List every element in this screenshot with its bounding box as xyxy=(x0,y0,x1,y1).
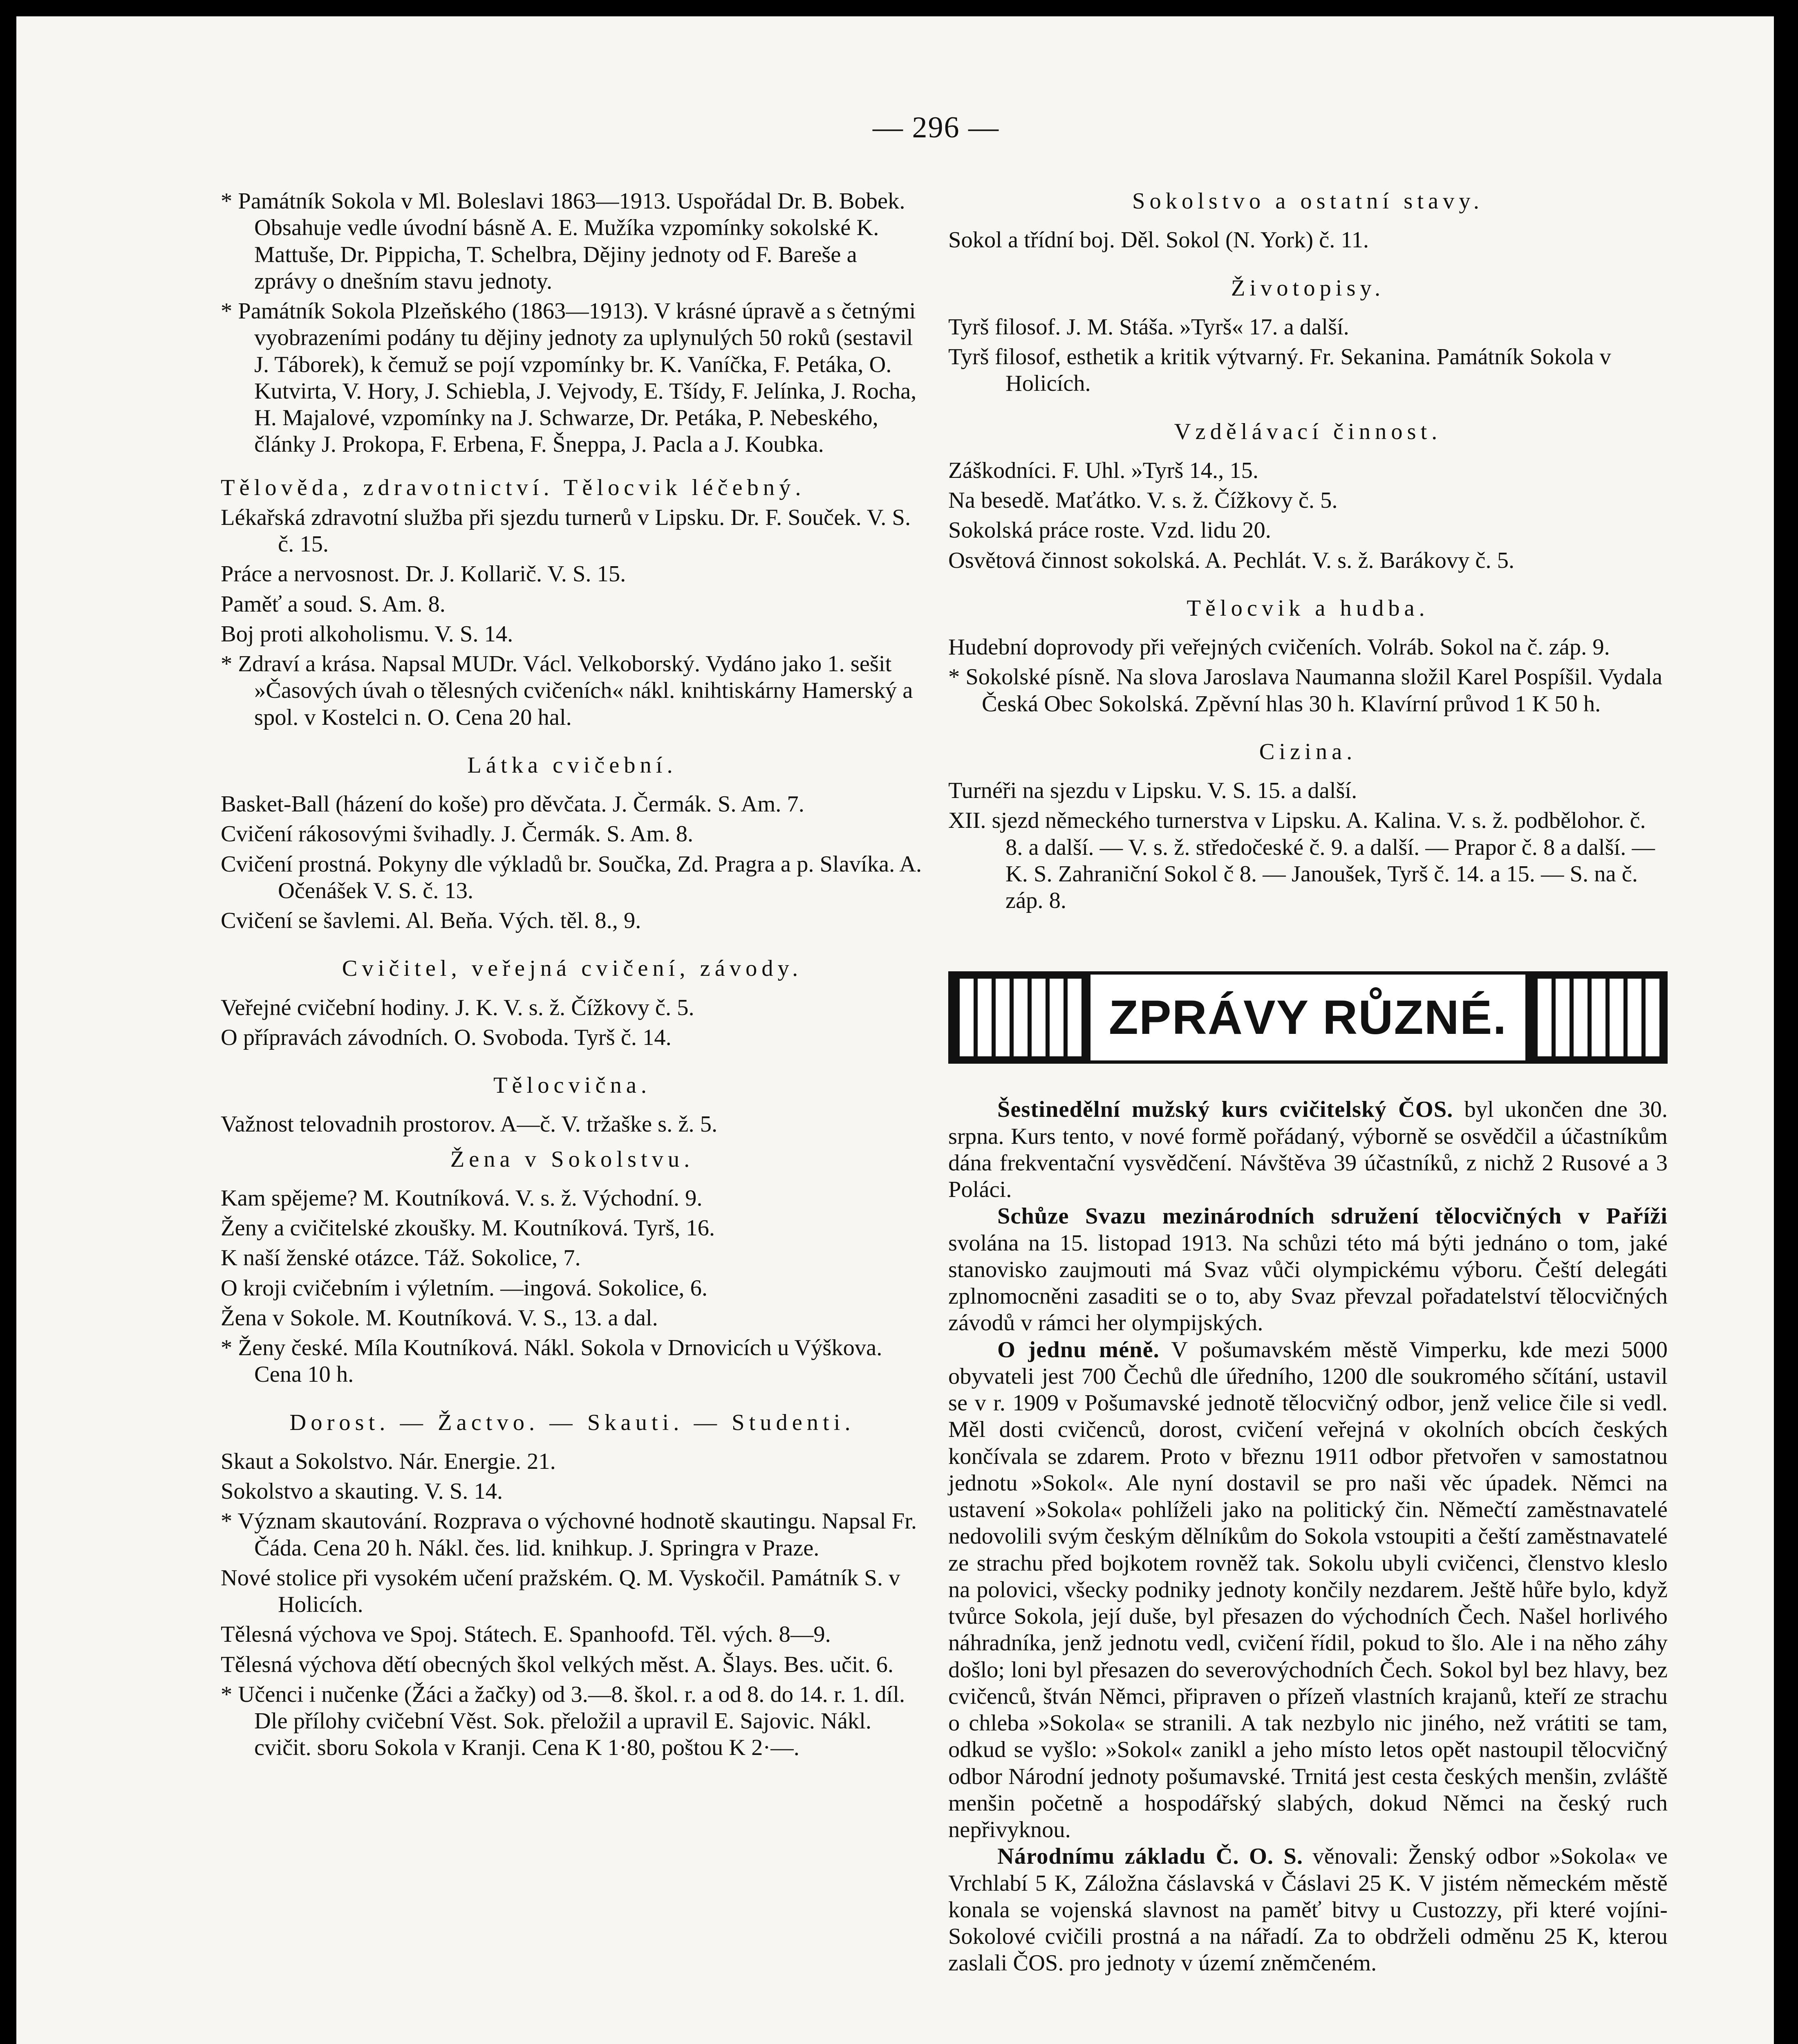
list-item: Cvičení rákosovými švihadly. J. Čermák. S. Am. 8. xyxy=(221,821,694,847)
list-item: Tyrš filosof. J. M. Stáša. »Tyrš« 17. a další. xyxy=(948,314,1349,340)
list-item: O kroji cvičebním i výletním. —ingová. Sokolice, 6. xyxy=(221,1275,708,1301)
section-heading: Cizina. xyxy=(1259,739,1357,764)
list-item: * Význam skautování. Rozprava o výchovné hodnotě skautingu. Napsal Fr. Čáda. Cena 20 h. Nákl. čes. lid. knihkup. J. Springra v Praze. xyxy=(221,1508,917,1561)
entry-pamatnik-plzen: * Památník Sokola Plzeňského (1863—1913). V krásné úpravě a s četnými vyobrazeními podány tu dějiny jednoty za uplynulých 50 roků (sestavil J. Táborek), k čemuž se pojí vzpomínky br. K. Vaníčka, F. Petáka, O. Kutvirta, V. Hory, J. Schiebla, J. Vejvody, E. Tšídy, F. Jelínka, J. Rocha, H. Majalové, vzpomínky na J. Schwarze, Dr. Petáka, P. Nebeského, články J. Prokopa, F. Erbena, F. Šneppa, J. Pacla a J. Koubka. xyxy=(221,298,917,457)
section-heading: Dorost. — Žactvo. — Skauti. — Studenti. xyxy=(289,1410,855,1435)
section-heading: Žena v Sokolstvu. xyxy=(450,1146,694,1172)
list-item: Skaut a Sokolstvo. Nár. Energie. 21. xyxy=(221,1448,556,1474)
list-item: Basket-Ball (házení do koše) pro děvčata. J. Čermák. S. Am. 7. xyxy=(221,791,804,817)
list-item: Sokolská práce roste. Vzd. lidu 20. xyxy=(948,518,1271,543)
list-item: * Ženy české. Míla Koutníková. Nákl. Sokola v Drnovicích u Výškova. Cena 10 h. xyxy=(221,1335,882,1387)
list-item: * Učenci i nučenke (Žáci a žačky) od 3.—8. škol. r. a od 8. do 14. r. 1. díl. Dle přílohy cvičební Věst. Sok. přeložil a upravil E. Sajovic. Nákl. cvičit. sboru Sokola v Kranji. Cena K 1·80, poštou K 2·—. xyxy=(221,1681,905,1761)
entry-boj-alkohol: Boj proti alkoholismu. V. S. 14. xyxy=(221,621,513,647)
entry-lekarska: Lékařská zdravotní služba při sjezdu turnerů v Lipsku. Dr. F. Souček. V. S. č. 15. xyxy=(221,504,911,557)
section-heading: Cvičitel, veřejná cvičení, závody. xyxy=(342,956,803,982)
news-paragraph: Národnímu základu Č. O. S. věnovali: Ženský odbor »Sokola« ve Vrchlabí 5 K, Záložna čáslavská v Čáslavi 25 K. V jistém německém městě konala se vojenská slavnost na paměť bitvy u Custozzy, při které vojíni-Sokolové cvičili prostná a na nářadí. Za to obdrželi odměnu 25 K, kterou zaslali ČOS. pro jednoty v území zněmčeném. xyxy=(948,1844,1668,1976)
banner-title: ZPRÁVY RŮZNÉ. xyxy=(1086,975,1529,1060)
paper-sheet xyxy=(16,16,1774,2044)
list-item: Žena v Sokole. M. Koutníková. V. S., 13. a dal. xyxy=(221,1305,658,1331)
section-heading: Tělocvična. xyxy=(493,1073,652,1098)
list-item: Na besedě. Maťátko. V. s. ž. Čížkovy č. 5. xyxy=(948,488,1338,513)
list-item: Záškodníci. F. Uhl. »Tyrš 14., 15. xyxy=(948,457,1258,483)
section-heading: Životopisy. xyxy=(1231,275,1385,301)
page-number: — 296 — xyxy=(873,111,999,144)
news-paragraph: Schůze Svazu mezinárodních sdružení tělocvičných v Paříži svolána na 15. listopad 1913. Na schůzi této má býti jednáno o tom, jaké stanovisko zaujmouti má Svaz vůči olympickému výboru. Čeští delegáti zplnomocněni zasaditi se o to, aby Svaz převzal pořadatelství tělocvičných závodů v rámci her olympijských. xyxy=(948,1204,1668,1336)
left-column xyxy=(221,188,924,1765)
section-heading: Tělocvik a hudba. xyxy=(1187,595,1429,621)
list-item: Osvětová činnost sokolská. A. Pechlát. V. s. ž. Barákovy č. 5. xyxy=(948,547,1515,573)
list-item: Veřejné cvičební hodiny. J. K. V. s. ž. Čížkovy č. 5. xyxy=(221,995,694,1020)
news-paragraph: Šestinedělní mužský kurs cvičitelský ČOS. byl ukončen dne 30. srpna. Kurs tento, v nové formě pořádaný, výborně se osvědčil a účastníkům dána frekventační vysvědčení. Návštěva 39 účastníků, z nichž 2 Rusové a 3 Poláci. xyxy=(948,1097,1668,1202)
section-heading: Sokolstvo a ostatní stavy. xyxy=(1132,188,1484,214)
list-item: Ženy a cvičitelské zkoušky. M. Koutníková. Tyrš, 16. xyxy=(221,1215,715,1241)
list-item: Tyrš filosof, esthetik a kritik výtvarný. Fr. Sekanina. Památník Sokola v Holicích. xyxy=(948,344,1611,397)
entry-prace-nervosnost: Práce a nervosnost. Dr. J. Kollarič. V. S. 15. xyxy=(221,561,626,587)
list-item: * Sokolské písně. Na slova Jaroslava Naumanna složil Karel Pospíšil. Vydala Česká Obec Sokolská. Zpěvní hlas 30 h. Klavírní průvod 1 K 50 h. xyxy=(948,664,1663,717)
list-item: K naší ženské otázce. Táž. Sokolice, 7. xyxy=(221,1245,581,1271)
ornament-right-icon xyxy=(1529,975,1664,1060)
ornament-left-icon xyxy=(952,975,1086,1060)
list-item: Cvičení prostná. Pokyny dle výkladů br. Součka, Zd. Pragra a p. Slavíka. A. Očenášek V. S. č. 13. xyxy=(221,851,922,903)
list-item: Sokolstvo a skauting. V. S. 14. xyxy=(221,1479,503,1504)
entry-pamatnik-boleslav: * Památník Sokola v Ml. Boleslavi 1863—1913. Uspořádal Dr. B. Bobek. Obsahuje vedle úvodní básně A. E. Mužíka vzpomínky sokolské K. Mattuše, Dr. Pippicha, T. Schelbra, Dějiny jednoty od F. Bareše a zprávy o dnešním stavu jednoty. xyxy=(221,188,905,294)
list-item: Turnéři na sjezdu v Lipsku. V. S. 15. a další. xyxy=(948,778,1357,803)
list-item: Sokol a třídní boj. Děl. Sokol (N. York) č. 11. xyxy=(948,227,1369,253)
entry-pamet: Paměť a soud. S. Am. 8. xyxy=(221,591,446,617)
list-item: Kam spějeme? M. Koutníková. V. s. ž. Východní. 9. xyxy=(221,1185,703,1211)
section-heading: Látka cvičební. xyxy=(467,752,677,778)
list-item: Tělesná výchova dětí obecných škol velkých měst. A. Šlays. Bes. učit. 6. xyxy=(221,1652,894,1677)
entry-zdravi-krasa: * Zdraví a krása. Napsal MUDr. Václ. Velkoborský. Vydáno jako 1. sešit »Časových úvah o tělesných cvičeních« nákl. knihtiskárny Hamerský a spol. v Kostelci n. O. Cena 20 hal. xyxy=(221,651,913,730)
list-item: Važnost telovadnih prostorov. A—č. V. tržaške s. ž. 5. xyxy=(221,1112,718,1137)
list-item: Cvičení se šavlemi. Al. Beňa. Vých. těl. 8., 9. xyxy=(221,908,641,933)
list-item: Hudební doprovody při veřejných cvičeních. Volráb. Sokol na č. záp. 9. xyxy=(948,634,1610,660)
section-heading: Vzdělávací činnost. xyxy=(1174,419,1442,444)
heading-teloveda: Tělověda, zdravotnictví. Tělocvik léčebný. xyxy=(221,475,806,500)
list-item: XII. sjezd německého turnerstva v Lipsku. A. Kalina. V. s. ž. podbělohor. č. 8. a další. — V. s. ž. středočeské č. 9. a další. — Prapor č. 8 a další. — K. S. Zahraniční Sokol č 8. — Janoušek, Tyrš č. 14. a 15. — S. na č. záp. 8. xyxy=(948,808,1655,913)
list-item: Tělesná výchova ve Spoj. Státech. E. Spanhoofd. Těl. vých. 8—9. xyxy=(221,1622,831,1647)
news-banner xyxy=(948,971,1668,1064)
list-item: Nové stolice při vysokém učení pražském. Q. M. Vyskočil. Památník S. v Holicích. xyxy=(221,1565,900,1617)
right-column xyxy=(948,188,1668,1977)
list-item: O přípravách závodních. O. Svoboda. Tyrš č. 14. xyxy=(221,1024,672,1050)
news-paragraph: O jednu méně. V pošumavském městě Vimperku, kde mezi 5000 obyvateli jest 700 Čechů dle úředního, 1200 dle soukromého sčítání, ustavil se v r. 1909 v Pošumavské jednotě tělocvičný odbor, jenž velice čile si vedl. Měl dosti cvičenců, dorost, cvičení veřejná v okolních obcích českých končívala se zdarem. Proto v březnu 1911 odbor přetvořen v samostatnou jednotu »Sokol«. Ale nyní dostavil se pro naši věc úpadek. Němci na ustavení »Sokola« pohlíželi jako na politický čin. Němečtí zaměstnavatelé nedovolili svým českým dělníkům do Sokola vstoupiti a čeští zaměstnavatelé ze strachu před bojkotem rovněž tak. Sokolu ubyli cvičenci, členstvo kleslo na polovici, všecky podniky jednoty končily nezdarem. Ještě hůře bylo, když tvůrce Sokola, její duše, byl přesazen do východních Čech. Našel horlivého náhradníka, jenž jednotu vedl, cvičení řídil, pokud to šlo. Ale i na něho záhy došlo; loni byl přesazen do severovýchodních Čech. Sokol byl bez hlavy, bez cvičenců, štván Němci, připraven o přízeň vlastních krajanů, kteří ze strachu o chleba »Sokola« se stranili. A tak nezbylo nic jiného, než vrátiti se tam, odkud se vyšlo: »Sokol« zanikl a jeho místo letos opět nastoupil tělocvičný odbor Národní jednoty pošumavské. Trnitá jest cesta českých menšin, zvláště menšin početně a hospodářský slabých, dokud Němci na český ruch nepřivyknou. xyxy=(948,1337,1668,1842)
